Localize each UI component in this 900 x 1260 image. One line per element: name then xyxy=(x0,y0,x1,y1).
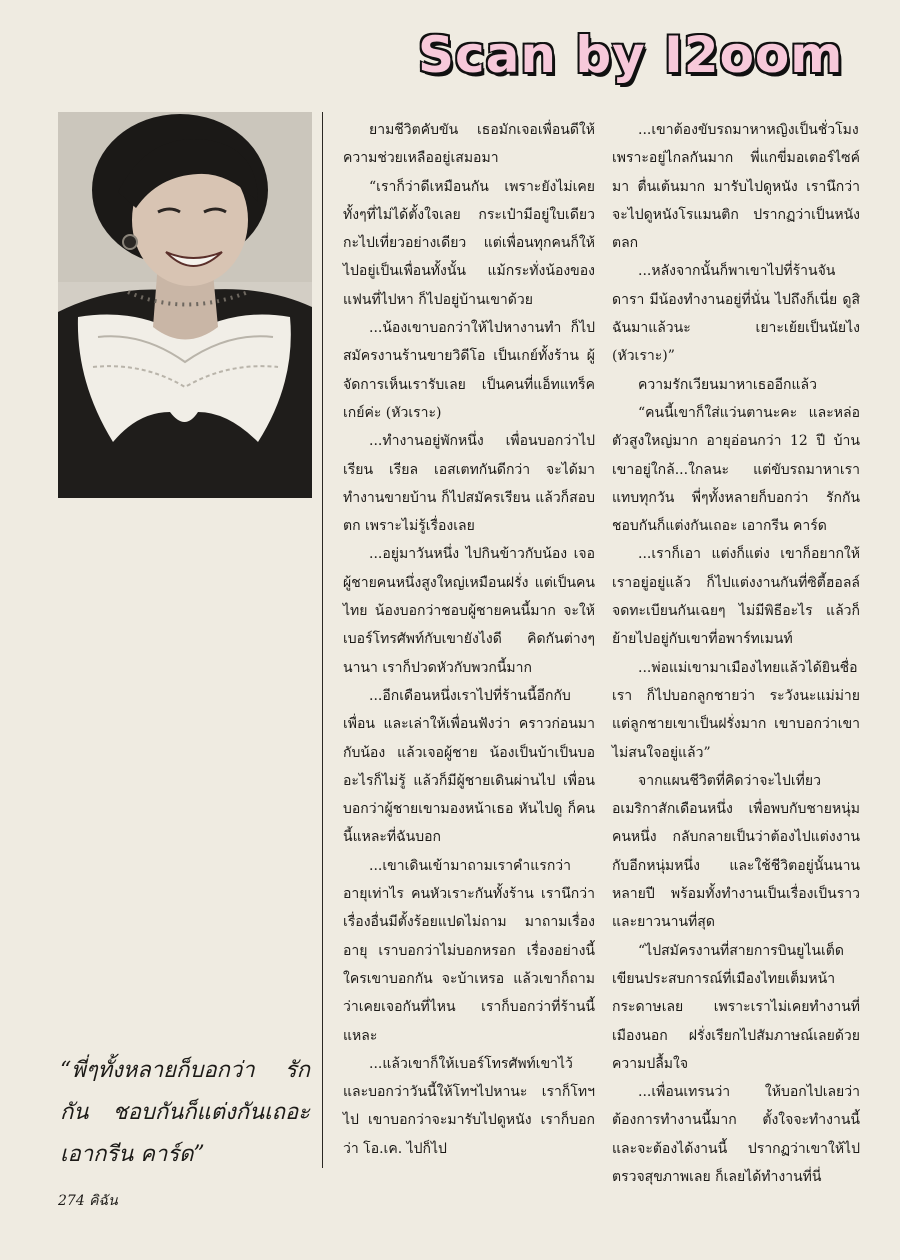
paragraph: “คนนี้เขาก็ใส่แว่นตานะคะ และหล่อ ตัวสูงใหญ่มาก อายุอ่อนกว่า 12 ปี บ้านเขาอยู่ใกล้...ใกลนะ แต่ขับรถมาหาเราแทบทุกวัน พี่ๆทั้งหลายก็บอกว่า รักกัน ชอบกันก็แต่งกันเถอะ เอากรีน คาร์ด xyxy=(612,404,860,535)
paragraph: ...เราก็เอา แต่งก็แต่ง เขาก็อยากให้เราอยู่อยู่แล้ว ก็ไปแต่งงานกันที่ซิตี้ฮอลล์ จดทะเบียนกันเฉยๆ ไม่มีพิธีอะไร แล้วก็ย้ายไปอยู่กับเขาที่อพาร์ทเมนท์ xyxy=(612,546,860,648)
paragraph: “ไปสมัครงานที่สายการบินยูไนเต็ด เขียนประสบการณ์ที่เมืองไทยเต็มหน้ากระดาษเลย เพราะเราไม่เคยทำงานที่เมืองนอก ฝรั่งเรียกไปสัมภาษณ์เลยด้วยความปลื้มใจ xyxy=(612,942,860,1072)
paragraph: ...อีกเดือนหนึ่งเราไปที่ร้านนี้อีกกับเพื่อน และเล่าให้เพื่อนฟังว่า คราวก่อนมากับน้อง แล้วเจอผู้ชาย น้องเป็นบ้าเป็นบออะไรก็ไม่รู้ แล้วก็มีผู้ชายเดินผ่านไป เพื่อนบอกว่าผู้ชายเขามองหน้าเธอ หันไปดู ก็คนนี้แหละที่ฉันบอก xyxy=(343,687,595,846)
portrait-photo xyxy=(58,112,312,498)
paragraph: ...แล้วเขาก็ให้เบอร์โทรศัพท์เขาไว้ และบอกว่าวันนี้ให้โทฯไปหานะ เราก็โทฯไป เขาบอกว่าจะมารับไปดูหนัง เราก็บอกว่า โอ.เค. ไปก็ไป xyxy=(343,1055,595,1157)
pull-quote: “พี่ๆทั้งหลายก็บอกว่า รักกัน ชอบกันก็แต่งกันเถอะ เอากรีน คาร์ด” xyxy=(60,1058,310,1167)
paragraph: ...เพื่อนเทรนว่า ให้บอกไปเลยว่าต้องการทำงานนี้มาก ตั้งใจจะทำงานนี้ และจะต้องได้งานนี้ ปรากฏว่าเขาให้ไปตรวจสุขภาพเลย ก็เลยได้ทำงานที่นี่ xyxy=(612,1084,860,1185)
scan-watermark: Scan by I2oom xyxy=(418,26,844,84)
paragraph: ยามชีวิตคับขัน เธอมักเจอเพื่อนดีให้ความช่วยเหลืออยู่เสมอมา xyxy=(343,122,595,167)
paragraph: ...น้องเขาบอกว่าให้ไปหางานทำ ก็ไปสมัครงานร้านขายวิดีโอ เป็นเกย์ทั้งร้าน ผู้จัดการเห็นเรารับเลย เป็นคนที่แอ็ทแทร็คเกย์ค่ะ (หัวเราะ) xyxy=(343,320,595,421)
article-column-middle xyxy=(343,116,595,1163)
portrait-illustration xyxy=(58,112,312,498)
paragraph: ความรักเวียนมาหาเธออีกแล้ว xyxy=(638,376,817,393)
paragraph: ...อยู่มาวันหนึ่ง ไปกินข้าวกับน้อง เจอผู้ชายคนหนึ่งสูงใหญ่เหมือนฝรั่ง แต่เป็นคนไทย น้องบอกว่าชอบผู้ชายคนนี้มาก จะให้เบอร์โทรศัพท์กับเขายังไงดี คิดกันต่างๆนานา เราก็ปวดหัวกับพวกนี้มาก xyxy=(343,546,595,676)
paragraph: จากแผนชีวิตที่คิดว่าจะไปเที่ยวอเมริกาสักเดือนหนึ่ง เพื่อพบกับชายหนุ่มคนหนึ่ง กลับกลายเป็นว่าต้องไปแต่งงานกับอีกหนุ่มหนึ่ง และใช้ชีวิตอยู่นั้นนานหลายปี พร้อมทั้งทำงานเป็นเรื่องเป็นราว และยาวนานที่สุด xyxy=(612,772,860,931)
column-divider xyxy=(322,112,323,1168)
paragraph: ...ทำงานอยู่พักหนึ่ง เพื่อนบอกว่าไปเรียน เรียล เอสเตทกันดีกว่า จะได้มาทำงานขายบ้าน ก็ไปสมัครเรียน แล้วก็สอบตก เพราะไม่รู้เรื่องเลย xyxy=(343,433,595,535)
paragraph: ...เขาเดินเข้ามาถามเราคำแรกว่า อายุเท่าไร คนหัวเราะกันทั้งร้าน เรานึกว่าเรื่องอื่นมีตั้งร้อยแปดไม่ถาม มาถามเรื่องอายุ เราบอกว่าไม่บอกหรอก เรื่องอย่างนี้ใครเขาบอกกัน จะบ้าเหรอ แล้วเขาก็ถามว่าเคยเจอกันที่ไหน เราก็บอกว่าที่ร้านนี้แหละ xyxy=(343,857,595,1044)
paragraph: “เราก็ว่าดีเหมือนกัน เพราะยังไม่เคย ทั้งๆที่ไม่ได้ตั้งใจเลย กระเป๋ามีอยู่ใบเดียว กะไปเที่ยวอย่างเดียว แต่เพื่อนทุกคนก็ให้ไปอยู่เป็นเพื่อนทั้งนั้น แม้กระทั่งน้องของแฟนที่ไปหา ก็ไปอยู่บ้านเขาด้วย xyxy=(343,178,595,308)
paragraph: ...พ่อแม่เขามาเมืองไทยแล้วได้ยินชื่อเรา ก็ไปบอกลูกชายว่า ระวังนะแม่ม่าย แต่ลูกชายเขาเป็นฝรั่งมาก เขาบอกว่าเขาไม่สนใจอยู่แล้ว” xyxy=(612,659,860,761)
paragraph: ...หลังจากนั้นก็พาเขาไปที่ร้านจันดารา มีน้องทำงานอยู่ที่นั่น ไปถึงก็เนี่ย ดูสิ ฉันมาแล้วนะ เยาะเย้ยเป็นนัยไง (หัวเราะ)” xyxy=(612,263,860,365)
paragraph: ...เขาต้องขับรถมาหาหญิงเป็นชั่วโมงเพราะอยู่ไกลกันมาก พี่แกขี่มอเตอร์ไซค์มา ตื่นเต้นมาก มารับไปดูหนัง เรานึกว่าจะไปดูหนังโรแมนติก ปรากฏว่าเป็นหนังตลก xyxy=(612,122,860,252)
page-folio: 274 คิฉัน xyxy=(58,1193,118,1209)
article-column-right xyxy=(612,116,860,1191)
